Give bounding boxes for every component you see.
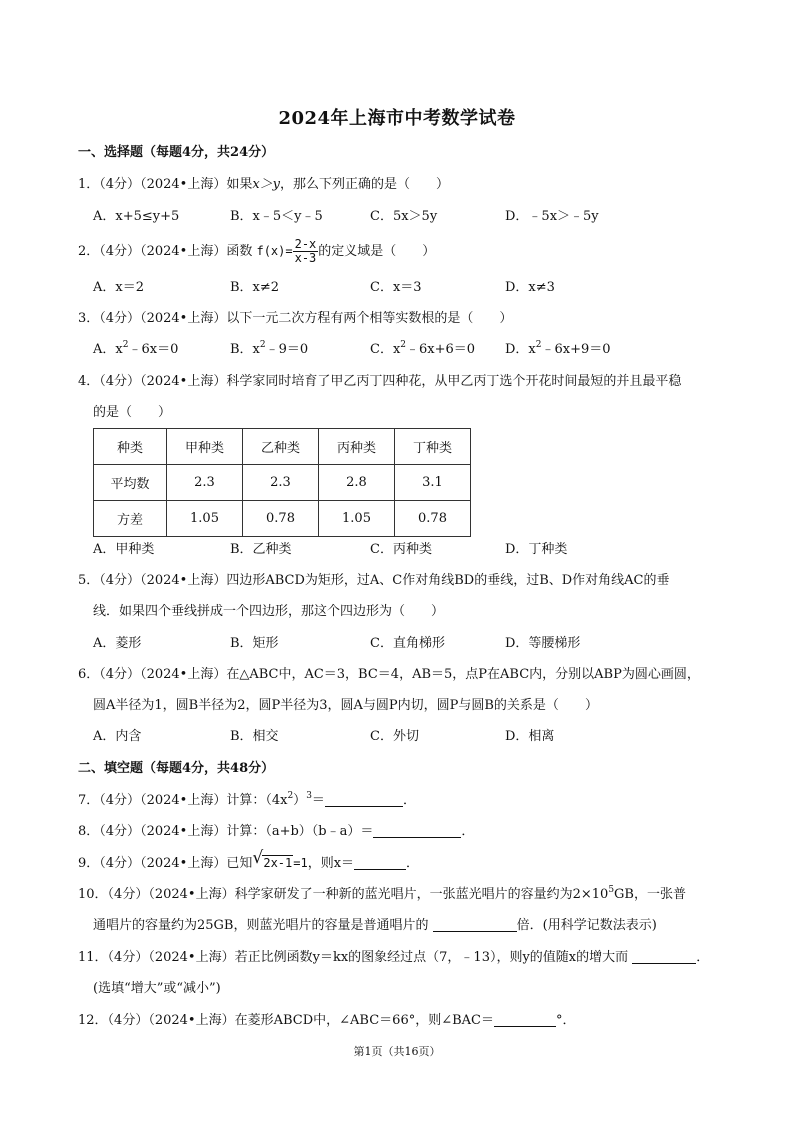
question-stem: °．	[556, 1013, 576, 1028]
question-stem: 函数	[226, 244, 253, 259]
table-cell: 2.8	[319, 465, 395, 501]
table-row	[94, 501, 471, 537]
question-number: 11．	[78, 950, 108, 965]
option-label: C．x	[370, 342, 401, 357]
exponent: 2	[400, 340, 407, 350]
table-cell: 1.05	[167, 501, 243, 537]
question-number: 10．	[78, 887, 108, 902]
function-label: f(x)=	[256, 244, 293, 258]
question-source: （2024•上海）	[148, 887, 235, 902]
option-c: C．直角梯形	[370, 636, 445, 651]
option-a: A．x+5≤y+5	[93, 209, 180, 224]
question-stem: ＝	[311, 793, 325, 808]
option-c: C．5x＞5y	[370, 209, 438, 224]
question-score: （4分）	[107, 1013, 149, 1028]
question-source: （2024•上海）	[140, 311, 227, 326]
question-stem: 科学家研发了一种新的蓝光唱片，一张蓝光唱片的容量约为2×10	[234, 887, 609, 902]
question-6-line2: 圆A半径为1，圆B半径为2，圆P半径为3，圆A与圆P内切，圆P与圆B的关系是（ ）	[93, 698, 598, 713]
square-root	[252, 848, 293, 874]
question-source: （2024•上海）	[148, 950, 235, 965]
option-text: ﹣6x＝0	[128, 342, 179, 357]
option-b: B．x﹣5＜y﹣5	[230, 209, 323, 224]
question-source: （2024•上海）	[140, 824, 227, 839]
answer-blank[interactable]	[325, 792, 403, 807]
question-6	[78, 665, 700, 685]
option-label: B．x	[230, 342, 260, 357]
question-2	[78, 238, 435, 265]
question-source: （2024•上海）	[140, 374, 227, 389]
fraction-denominator: x-3	[294, 251, 317, 265]
question-number: 5．	[78, 573, 100, 588]
question-score: （4分）	[99, 311, 141, 326]
option-c: C．外切	[370, 729, 419, 744]
option-b: B．矩形	[230, 636, 279, 651]
question-stem: ，那么下列正确的是（ ）	[280, 177, 450, 192]
question-stem: 四边形ABCD为矩形，过A、C作对角线BD的垂线，过B、D作对角线AC的垂	[226, 573, 670, 588]
options-q3	[93, 340, 733, 360]
table-cell: 1.05	[319, 501, 395, 537]
options-q5	[93, 634, 733, 654]
option-a: A．甲种类	[93, 542, 155, 557]
options-q6	[93, 727, 733, 747]
question-stem-math: x＞y	[252, 177, 281, 192]
question-score: （4分）	[99, 793, 141, 808]
option-d: D．x≠3	[505, 280, 555, 295]
option-text: ﹣6x+9＝0	[541, 342, 611, 357]
question-source: （2024•上海）	[140, 793, 227, 808]
question-stem: 若正比例函数y＝kx的图象经过点（7，﹣13），则y的值随x的增大而	[234, 950, 629, 965]
question-stem: 在菱形ABCD中，∠ABC＝66°，则∠BAC＝	[234, 1013, 494, 1028]
question-number: 12．	[78, 1013, 108, 1028]
table-cell: 3.1	[395, 465, 471, 501]
question-score: （4分）	[99, 177, 141, 192]
question-source: （2024•上海）	[140, 856, 227, 871]
table-cell: 种类	[94, 429, 167, 465]
fraction-numerator: 2-x	[294, 237, 317, 251]
question-source: （2024•上海）	[140, 177, 227, 192]
question-score: （4分）	[99, 667, 141, 682]
question-stem: ．	[406, 856, 420, 871]
answer-blank[interactable]	[354, 855, 406, 870]
table-cell: 甲种类	[167, 429, 243, 465]
page-footer: 第1页（共16页）	[353, 1045, 441, 1058]
question-stem: 倍．(用科学记数法表示)	[516, 918, 657, 933]
answer-blank[interactable]	[632, 949, 696, 964]
question-11	[78, 948, 709, 968]
question-number: 2．	[78, 244, 100, 259]
table-cell: 0.78	[395, 501, 471, 537]
option-a: A．菱形	[93, 636, 142, 651]
question-number: 1．	[78, 177, 100, 192]
answer-blank[interactable]	[433, 917, 517, 932]
question-stem: ，则x＝	[307, 856, 355, 871]
exponent: 5	[608, 885, 615, 895]
option-d: D．等腰梯形	[505, 636, 581, 651]
table-cell: 平均数	[94, 465, 167, 501]
question-number: 3．	[78, 311, 100, 326]
question-stem: ．	[402, 793, 416, 808]
question-source: （2024•上海）	[140, 573, 227, 588]
question-4	[78, 372, 681, 392]
question-9	[78, 848, 420, 874]
table-cell: 方差	[94, 501, 167, 537]
question-stem: 计算：（a+b）（b﹣a）＝	[226, 824, 374, 839]
question-score: （4分）	[99, 856, 141, 871]
option-label: D．x	[505, 342, 536, 357]
question-5	[78, 571, 670, 591]
section-heading-choice: 一、选择题（每题4分，共24分）	[78, 145, 275, 160]
question-stem: 通唱片的容量约为25GB，则蓝光唱片的容量是普通唱片的	[93, 918, 429, 933]
option-d: D．相离	[505, 729, 555, 744]
question-11-line2: (选填“增大”或“减小”)	[93, 981, 221, 996]
question-score: （4分）	[99, 374, 141, 389]
question-stem: 在△ABC中，AC＝3，BC＝4，AB＝5，点P在ABC内，分别以ABP为圆心画圆，	[226, 667, 700, 682]
question-3	[78, 309, 512, 329]
option-b	[230, 340, 308, 360]
question-number: 8．	[78, 824, 100, 839]
options-q2	[93, 278, 733, 298]
question-source: （2024•上海）	[148, 1013, 235, 1028]
option-c: C．x＝3	[370, 280, 422, 295]
options-q1	[93, 207, 733, 227]
question-1	[78, 175, 449, 195]
option-d: D．丁种类	[505, 542, 568, 557]
table-row	[94, 465, 471, 501]
section-heading-fill: 二、填空题（每题4分，共48分）	[78, 761, 275, 776]
question-stem: 计算：（4x	[226, 793, 288, 808]
table-cell: 0.78	[243, 501, 319, 537]
option-d: D．﹣5x＞﹣5y	[505, 209, 599, 224]
option-b: B．x≠2	[230, 280, 280, 295]
radical-sign: √	[252, 848, 264, 868]
exponent: 2	[259, 340, 266, 350]
radicand: 2x-1	[263, 856, 293, 870]
question-stem: 的定义域是（ ）	[318, 244, 436, 259]
exponent: 2	[122, 340, 129, 350]
question-stem: 以下一元二次方程有两个相等实数根的是（ ）	[226, 311, 513, 326]
question-stem: 科学家同时培育了甲乙丙丁四种花，从甲乙丙丁选个开花时间最短的并且最平稳	[226, 374, 682, 389]
option-c: C．丙种类	[370, 542, 432, 557]
table-cell: 2.3	[243, 465, 319, 501]
question-number: 7．	[78, 793, 100, 808]
question-score: （4分）	[99, 573, 141, 588]
question-number: 9．	[78, 856, 100, 871]
table-header-row	[94, 429, 471, 465]
table-cell: 丁种类	[395, 429, 471, 465]
option-text: ﹣9＝0	[265, 342, 309, 357]
question-score: （4分）	[99, 244, 141, 259]
exponent: 3	[306, 791, 312, 801]
option-d	[505, 340, 611, 360]
option-b: B．相交	[230, 729, 279, 744]
question-4-line2: 的是（ ）	[93, 405, 172, 420]
answer-blank[interactable]	[494, 1012, 556, 1027]
table-cell: 乙种类	[243, 429, 319, 465]
equation-value: =1	[293, 856, 308, 870]
option-text: ﹣6x+6＝0	[406, 342, 476, 357]
question-score: （4分）	[107, 950, 149, 965]
question-stem: 如果	[226, 177, 253, 192]
question-stem: ．	[461, 824, 475, 839]
option-label: A．x	[93, 342, 123, 357]
question-score: （4分）	[107, 887, 149, 902]
variety-table	[93, 428, 471, 537]
question-stem: 已知	[226, 856, 253, 871]
option-a: A．内含	[93, 729, 142, 744]
question-stem: ．	[696, 950, 710, 965]
option-c	[370, 340, 475, 360]
question-stem: GB，一张普	[614, 887, 686, 902]
question-stem: ）	[293, 793, 307, 808]
option-b: B．乙种类	[230, 542, 292, 557]
table-cell: 2.3	[167, 465, 243, 501]
question-source: （2024•上海）	[140, 667, 227, 682]
fraction	[293, 238, 319, 265]
option-a	[93, 340, 178, 360]
question-5-line2: 线．如果四个垂线拼成一个四边形，那这个四边形为（ ）	[93, 604, 445, 619]
question-number: 4．	[78, 374, 100, 389]
page-title: 2024年上海市中考数学试卷	[278, 108, 516, 129]
question-8	[78, 822, 474, 842]
question-7	[78, 791, 416, 811]
question-source: （2024•上海）	[140, 244, 227, 259]
options-q4	[93, 540, 733, 560]
table-cell: 丙种类	[319, 429, 395, 465]
option-a: A．x＝2	[93, 280, 144, 295]
question-10	[78, 885, 686, 905]
answer-blank[interactable]	[373, 823, 461, 838]
exponent: 2	[535, 340, 542, 350]
question-12	[78, 1011, 576, 1031]
question-number: 6．	[78, 667, 100, 682]
exponent: 2	[287, 791, 294, 801]
question-10-line2	[93, 916, 657, 936]
question-score: （4分）	[99, 824, 141, 839]
